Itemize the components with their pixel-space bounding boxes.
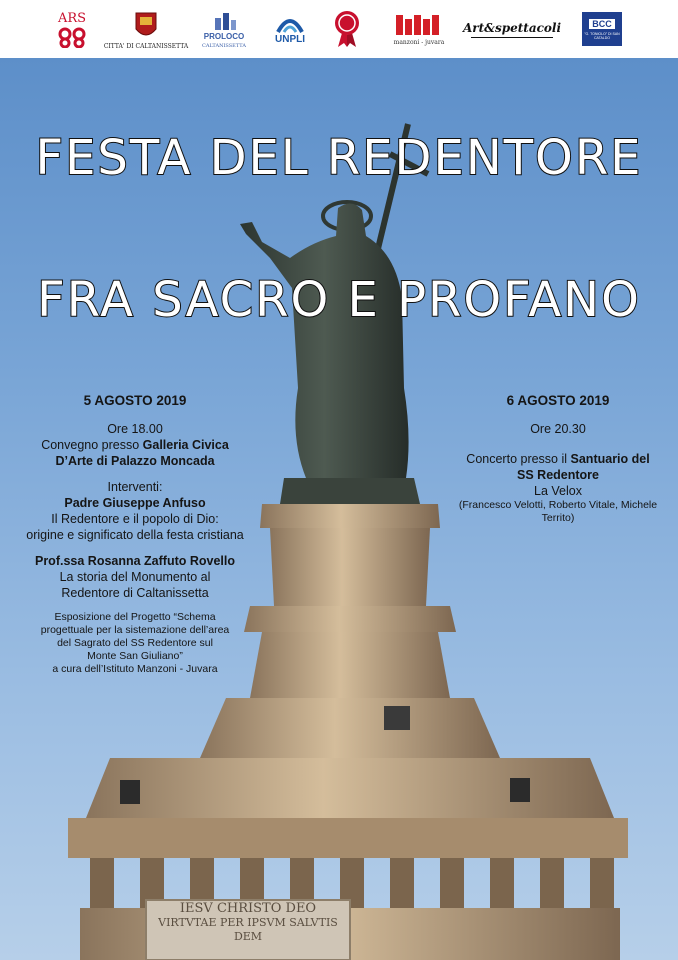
- proloco-caption: PROLOCO: [203, 31, 245, 41]
- expo-line-1: Esposizione del Progetto “Schema: [54, 611, 216, 623]
- event-date-left: 5 AGOSTO 2019: [83, 393, 187, 408]
- manzoni-juvara-logo-icon: [394, 13, 444, 37]
- caltanissetta-logo: [104, 6, 188, 52]
- artespettacoli-underline: [471, 37, 553, 38]
- proloco-logo: [200, 6, 248, 52]
- bcc-logo-subtext: "G. TONIOLO" DI SAN CATALDO: [584, 31, 620, 40]
- artespettacoli-logo: [462, 6, 562, 52]
- event-6-agosto: [444, 393, 672, 525]
- bcc-logo: [580, 6, 624, 52]
- sponsor-logo-bar: [0, 0, 678, 58]
- ars-logo: [52, 6, 92, 52]
- expo-line-5: a cura dell’Istituto Manzoni - Juvara: [52, 663, 218, 675]
- event-venue-right: [444, 451, 672, 467]
- bcc-logo-icon: [582, 12, 622, 46]
- unpli-logo: [268, 6, 312, 52]
- title-line-1: FESTA DEL REDENTORE: [35, 130, 643, 186]
- ribbon-badge-logo: [330, 6, 364, 52]
- venue-prefix-right: Concerto presso il: [466, 452, 571, 466]
- proloco-subcaption: CALTANISSETTA: [202, 42, 246, 49]
- event-venue-left: [10, 437, 260, 453]
- venue-name-right-2: SS Redentore: [517, 468, 599, 482]
- ars-logo-icon: [57, 26, 87, 48]
- expo-line-4: Monte San Giuliano”: [87, 650, 183, 662]
- band-name: La Velox: [534, 484, 582, 498]
- ribbon-badge-icon: [333, 9, 361, 49]
- inscription-line-1: IESV CHRISTO DEO: [179, 901, 317, 916]
- event-date-right: 6 AGOSTO 2019: [506, 393, 610, 408]
- bcc-logo-text: BCC: [589, 19, 615, 29]
- talk-2-line-1: La storia del Monumento al: [59, 570, 211, 584]
- talk-1-line-2: origine e significato della festa cristiana: [26, 528, 244, 542]
- caltanissetta-caption: CITTA' DI CALTANISSETTA: [103, 42, 189, 50]
- plaque-inscription: [146, 902, 350, 944]
- band-members-line-1: (Francesco Velotti, Roberto Vitale, Michele: [458, 499, 658, 511]
- talk-1-line-1: Il Redentore e il popolo di Dio:: [51, 512, 219, 526]
- artespettacoli-logo-icon: Art&spettacoli: [462, 20, 562, 35]
- venue-name-right-1: Santuario del: [570, 452, 650, 466]
- inscription-line-3: DEM: [233, 930, 263, 943]
- venue-name-left-2: D’Arte di Palazzo Moncada: [55, 454, 215, 468]
- speaker-1: Padre Giuseppe Anfuso: [64, 496, 206, 510]
- event-time-left: Ore 18.00: [107, 422, 163, 436]
- event-5-agosto: [10, 393, 260, 676]
- talk-2-line-2: Redentore di Caltanissetta: [61, 586, 209, 600]
- manzoni-juvara-caption: manzoni - juvara: [393, 38, 445, 46]
- event-time-right: Ore 20.30: [530, 422, 586, 436]
- interventi-label: Interventi:: [107, 480, 163, 494]
- manzoni-juvara-logo: [390, 6, 448, 52]
- unpli-caption: UNPLI: [275, 33, 305, 45]
- caltanissetta-crest-icon: [134, 9, 158, 41]
- venue-name-left-1: Galleria Civica: [142, 438, 229, 452]
- ars-logo-text: ARS: [57, 10, 87, 26]
- speaker-2: Prof.ssa Rosanna Zaffuto Rovello: [34, 554, 236, 568]
- expo-line-2: progettuale per la sistemazione dell’area: [40, 624, 230, 636]
- title-line-2: FRA SACRO E PROFANO: [37, 272, 641, 328]
- inscription-line-2: VIRTVTAE PER IPSVM SALVTIS: [158, 916, 338, 929]
- band-members-line-2: Territo): [541, 512, 575, 524]
- unpli-logo-icon: [275, 14, 305, 34]
- proloco-logo-icon: [207, 10, 241, 32]
- expo-line-3: del Sagrato del SS Redentore sul: [57, 637, 213, 649]
- venue-prefix-left: Convegno presso: [41, 438, 143, 452]
